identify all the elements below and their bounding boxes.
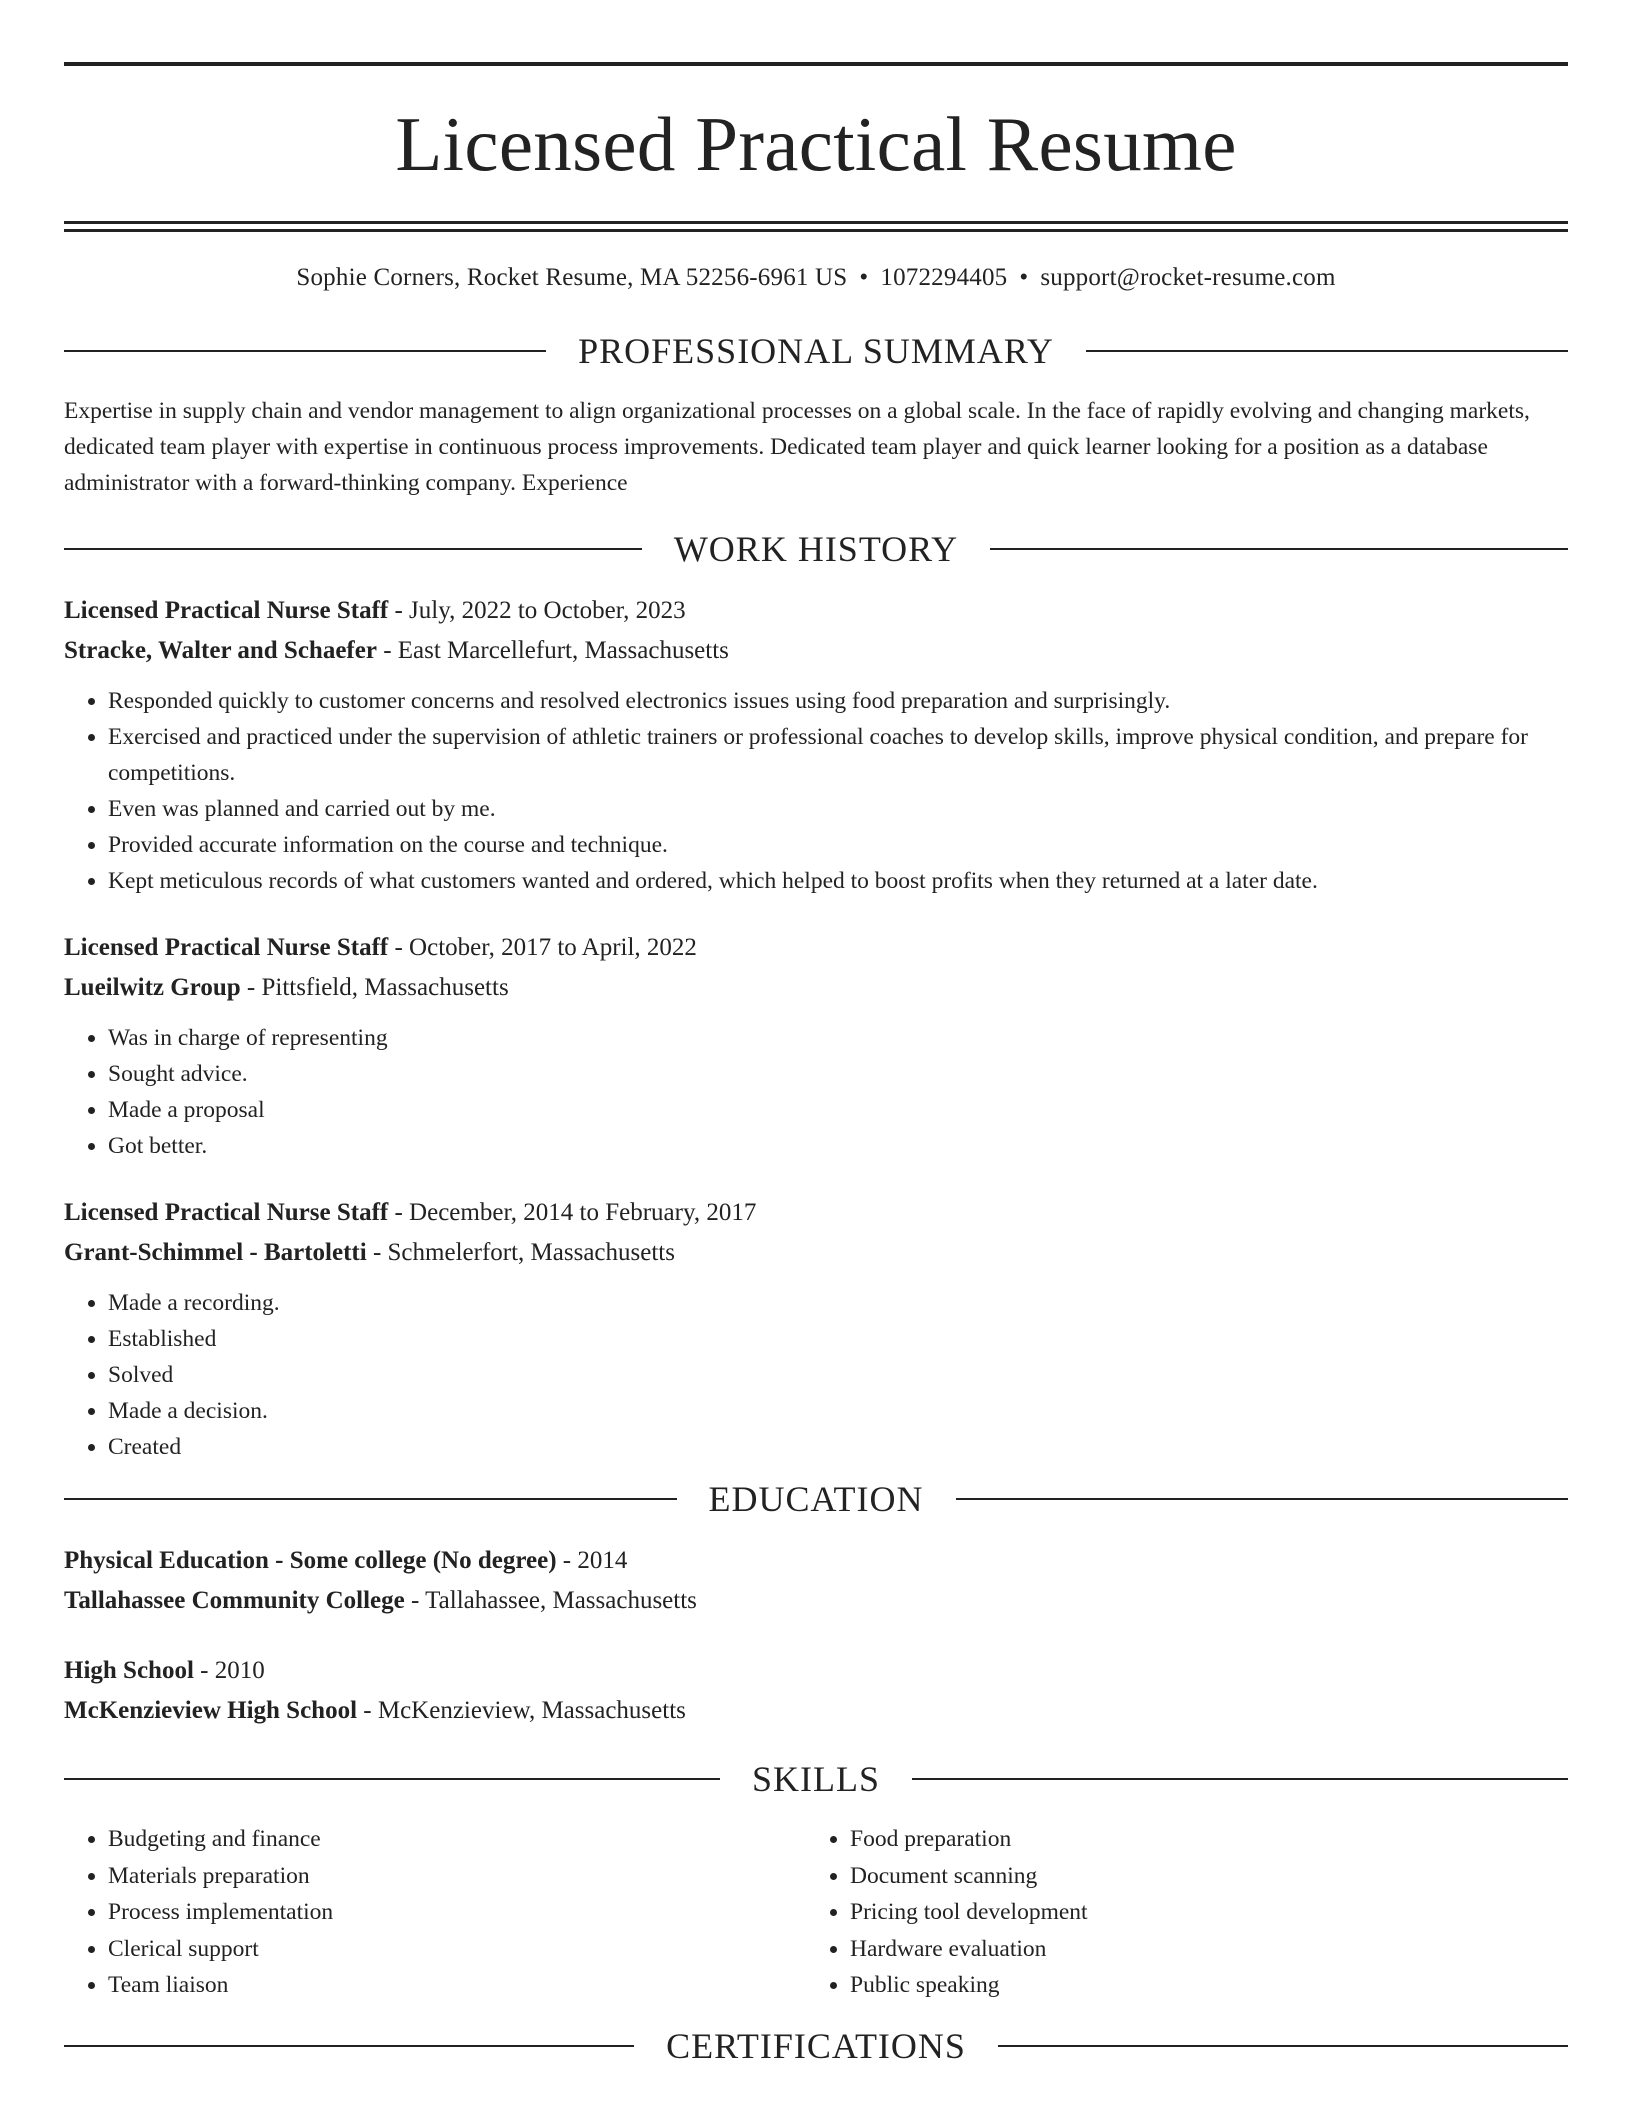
education-location: - McKenzieview, Massachusetts: [357, 1697, 686, 1724]
job-location: - Schmelerfort, Massachusetts: [366, 1239, 675, 1266]
job-company: Stracke, Walter and Schaefer: [64, 637, 377, 664]
list-item: • Even was planned and carried out by me.: [108, 791, 1568, 827]
contact-separator: •: [859, 264, 869, 291]
education-degree: Physical Education - Some college (No degree): [64, 1547, 557, 1574]
education-school: McKenzieview High School: [64, 1697, 358, 1724]
education-degree-line: [64, 1651, 1568, 1691]
job-dates: - December, 2014 to February, 2017: [388, 1199, 757, 1226]
education-location: - Tallahassee, Massachusetts: [404, 1587, 697, 1614]
list-item: • Made a proposal: [108, 1092, 1568, 1128]
resume-page: [64, 0, 1568, 2068]
job-company: Grant-Schimmel - Bartoletti: [64, 1239, 367, 1266]
list-item: • Document scanning: [850, 1858, 1548, 1895]
education-degree: High School: [64, 1657, 194, 1684]
list-item: • Made a decision.: [108, 1393, 1568, 1429]
list-item: • Public speaking: [850, 1967, 1548, 2004]
job-bullets: [64, 1020, 1568, 1164]
job-title: Licensed Practical Nurse Staff: [64, 934, 389, 961]
job-company-line: [64, 968, 1568, 1008]
list-item: • Responded quickly to customer concerns and resolved electronics issues using food preparation and surprisingly.: [108, 683, 1568, 719]
skills-list-left: [64, 1821, 806, 2004]
list-item: • Kept meticulous records of what customers wanted and ordered, which helped to boost profits when they returned at a later date.: [108, 863, 1568, 899]
list-item: • Food preparation: [850, 1821, 1548, 1858]
section-title: SKILLS: [752, 1759, 881, 1799]
job-location: - Pittsfield, Massachusetts: [240, 974, 509, 1001]
contact-address: Sophie Corners, Rocket Resume, MA 52256-6961 US: [296, 264, 848, 291]
list-item: • Team liaison: [108, 1967, 806, 2004]
skills-columns: [64, 1821, 1568, 2004]
resume-title: Licensed Practical Resume: [395, 101, 1237, 187]
list-item: • Hardware evaluation: [850, 1931, 1548, 1968]
contact-line: [64, 261, 1568, 295]
list-item: • Process implementation: [108, 1894, 806, 1931]
job-company-line: [64, 631, 1568, 671]
list-item: • Got better.: [108, 1128, 1568, 1164]
section-title: CERTIFICATIONS: [666, 2025, 966, 2066]
list-item: • Made a recording.: [108, 1285, 1568, 1321]
education-entry: [64, 1651, 1568, 1731]
list-item: • Was in charge of representing: [108, 1020, 1568, 1056]
list-item: • Materials preparation: [108, 1858, 806, 1895]
job-entry: [64, 1193, 1568, 1465]
list-item: • Established: [108, 1321, 1568, 1357]
job-company: Lueilwitz Group: [64, 974, 241, 1001]
list-item: • Exercised and practiced under the supervision of athletic trainers or professional coaches to develop skills, improve physical condition, and prepare for competitions.: [108, 719, 1568, 791]
job-title-line: [64, 928, 1568, 968]
section-header-certifications: [64, 2024, 1568, 2068]
section-title: EDUCATION: [708, 1479, 924, 1519]
job-bullets: [64, 683, 1568, 899]
list-item: • Pricing tool development: [850, 1894, 1548, 1931]
job-dates: - October, 2017 to April, 2022: [388, 934, 697, 961]
job-dates: - July, 2022 to October, 2023: [388, 597, 686, 624]
section-title: WORK HISTORY: [673, 529, 959, 569]
education-degree-line: [64, 1541, 1568, 1581]
job-entry: [64, 591, 1568, 899]
education-entry: [64, 1541, 1568, 1621]
list-item: • Sought advice.: [108, 1056, 1568, 1092]
header-double-rule: [64, 221, 1568, 232]
section-header-work-history: [64, 527, 1568, 571]
contact-separator: •: [1019, 264, 1029, 291]
education-school-line: [64, 1691, 1568, 1731]
section-header-skills: [64, 1757, 1568, 1801]
education-school: Tallahassee Community College: [64, 1587, 405, 1614]
education-year: - 2014: [556, 1547, 628, 1574]
section-title: PROFESSIONAL SUMMARY: [578, 331, 1054, 371]
job-location: - East Marcellefurt, Massachusetts: [376, 637, 729, 664]
list-item: • Created: [108, 1429, 1568, 1465]
skills-list-right: [806, 1821, 1548, 2004]
job-title: Licensed Practical Nurse Staff: [64, 1199, 389, 1226]
job-company-line: [64, 1233, 1568, 1273]
contact-email: support@rocket-resume.com: [1040, 264, 1336, 291]
education-school-line: [64, 1581, 1568, 1621]
job-title: Licensed Practical Nurse Staff: [64, 597, 389, 624]
contact-phone: 1072294405: [880, 264, 1008, 291]
list-item: • Budgeting and finance: [108, 1821, 806, 1858]
job-title-line: [64, 1193, 1568, 1233]
section-header-education: [64, 1477, 1568, 1521]
job-bullets: [64, 1285, 1568, 1465]
education-year: - 2010: [193, 1657, 265, 1684]
section-header-summary: [64, 329, 1568, 373]
list-item: • Clerical support: [108, 1931, 806, 1968]
list-item: • Provided accurate information on the course and technique.: [108, 827, 1568, 863]
job-entry: [64, 928, 1568, 1164]
summary-text: Expertise in supply chain and vendor management to align organizational processes on a global scale. In the face of rapidly evolving and changing markets, dedicated team player with expertise in continuous process improvements. Dedicated team player and quick learner looking for a position as a database administrator with a forward-thinking company. Experience: [64, 398, 1530, 496]
job-title-line: [64, 591, 1568, 631]
header-top-rule: [64, 62, 1568, 66]
list-item: • Solved: [108, 1357, 1568, 1393]
